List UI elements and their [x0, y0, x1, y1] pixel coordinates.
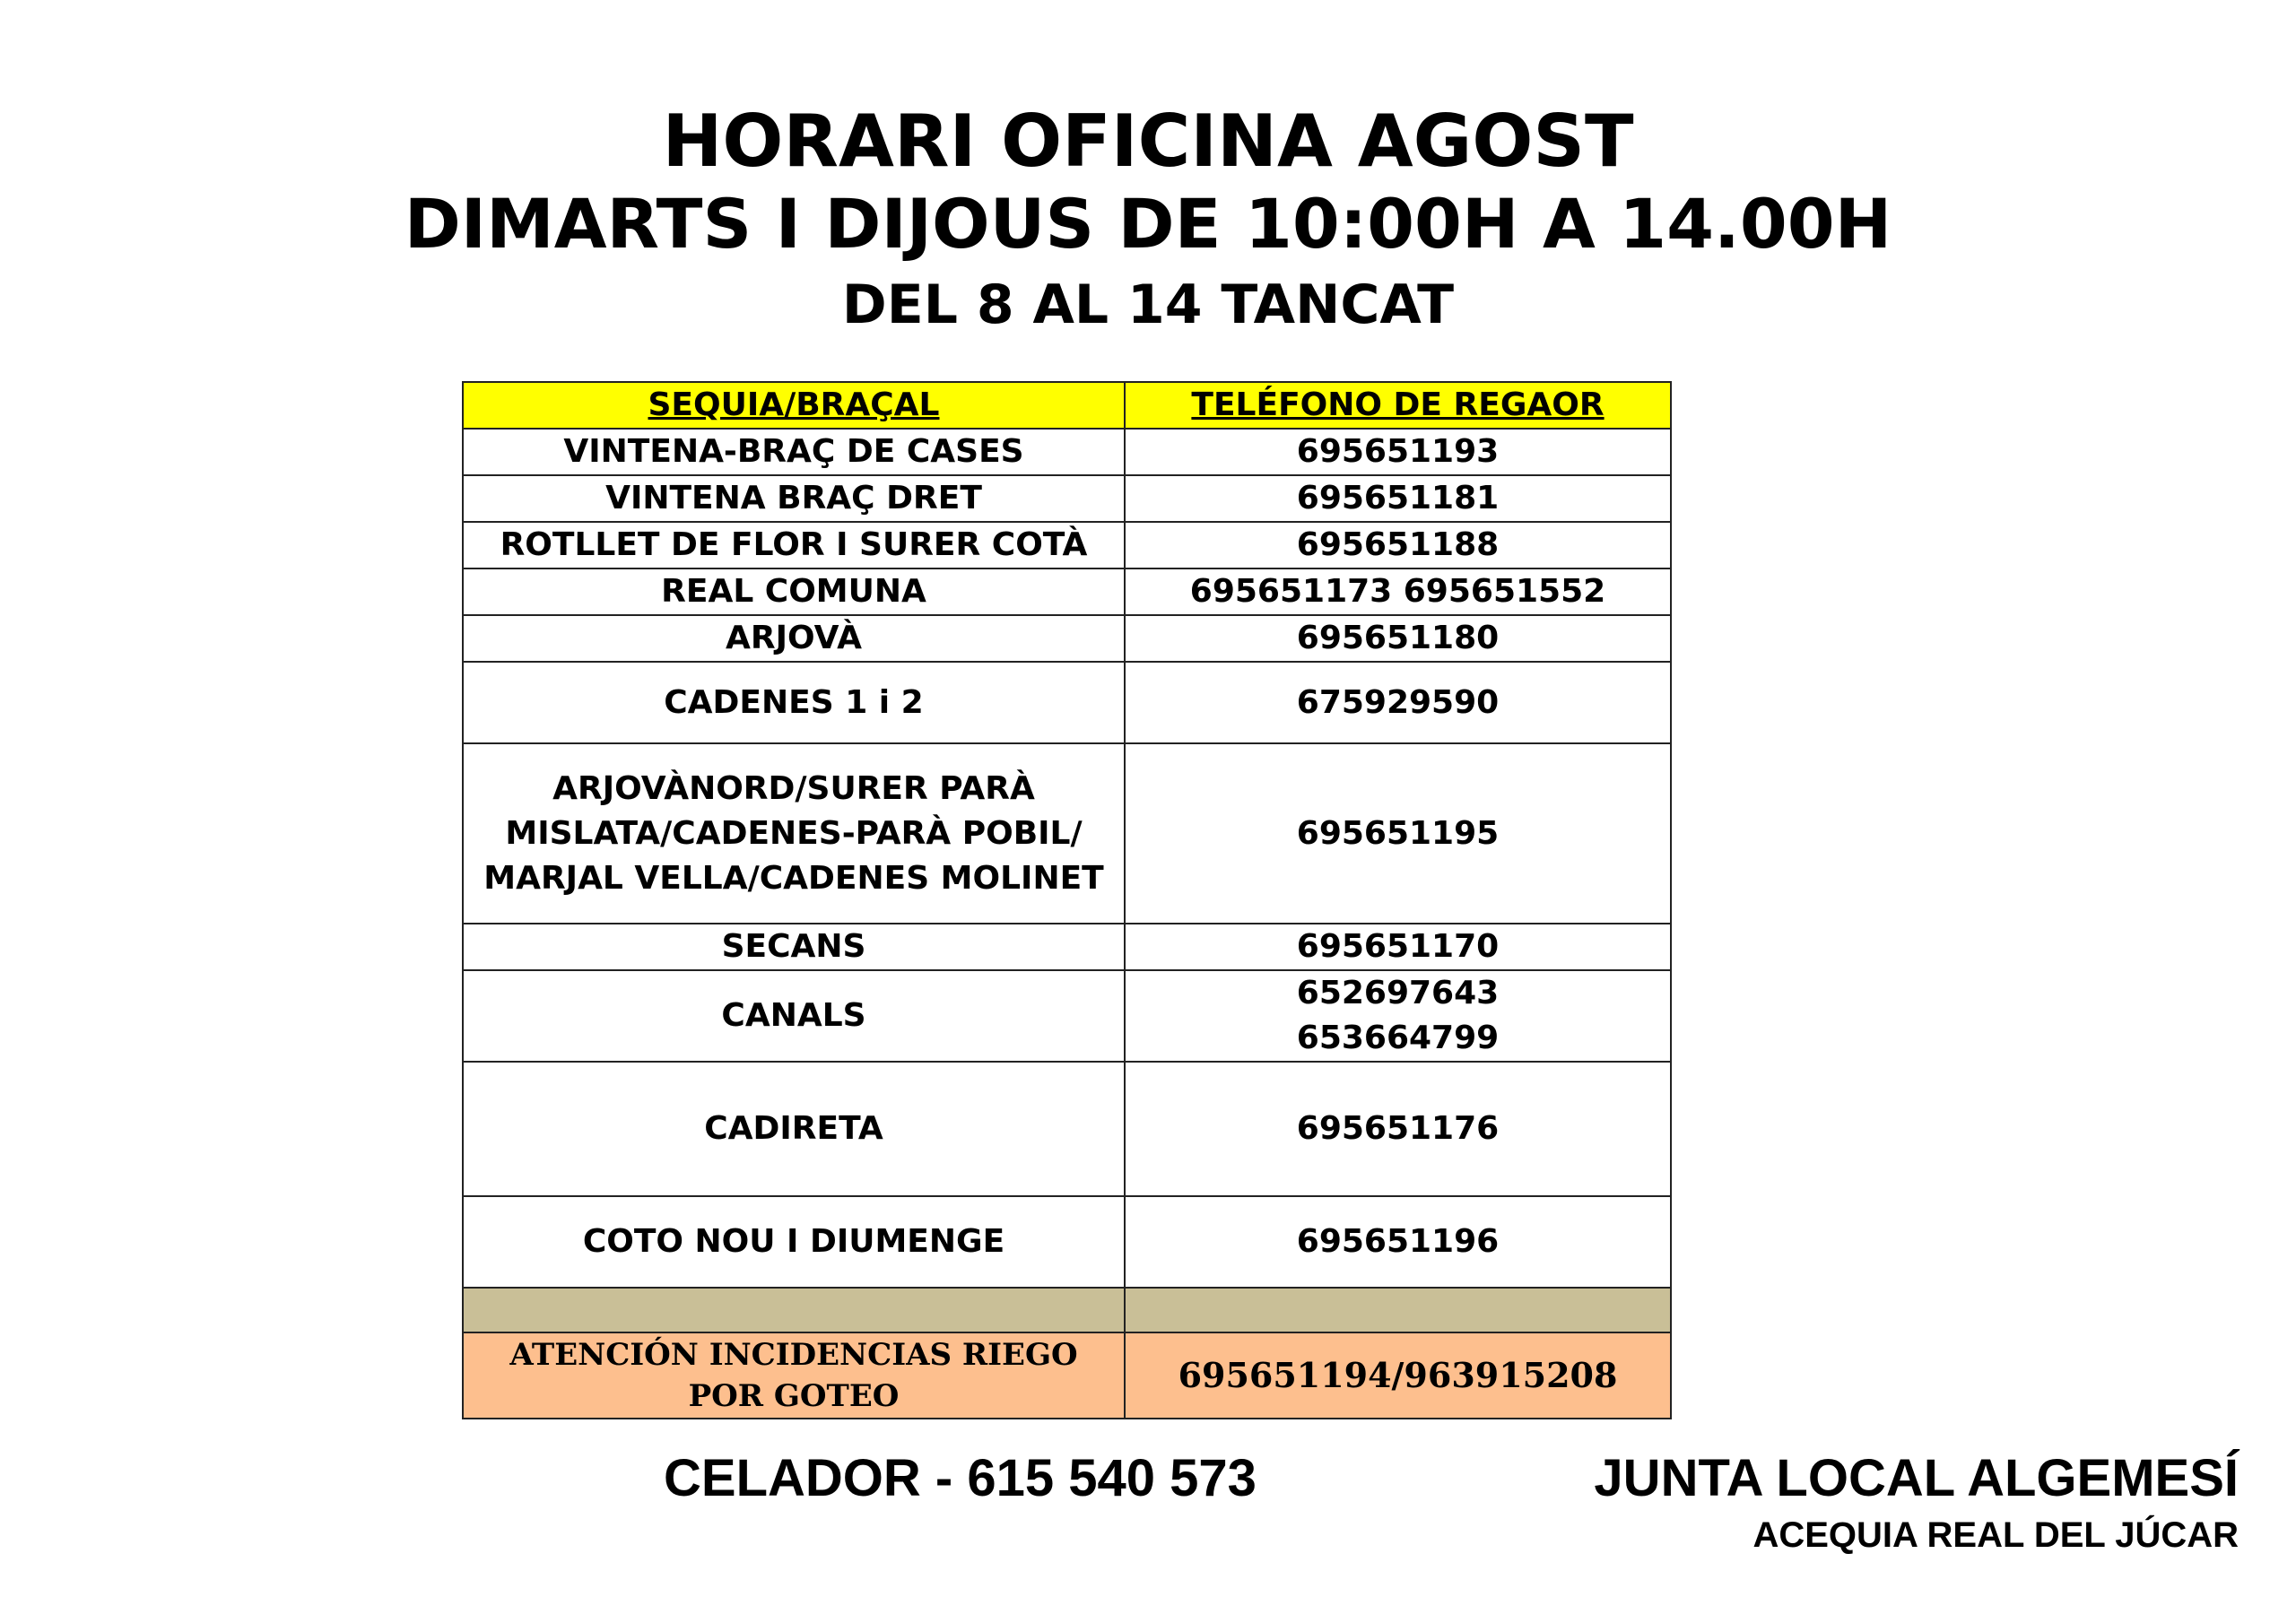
goteo-phone: 695651194/963915208: [1125, 1332, 1671, 1419]
table-row: [463, 429, 1671, 475]
row-name: CADIRETA: [463, 1062, 1125, 1196]
column-header-sequia: SEQUIA/BRAÇAL: [463, 382, 1125, 429]
separator-row: [463, 1288, 1671, 1332]
table-row: [463, 1062, 1671, 1196]
row-phone: 695651181: [1125, 475, 1671, 522]
celador-contact: CELADOR - 615 540 573: [664, 1449, 1257, 1507]
page-title: HORARI OFICINA AGOST: [662, 100, 1634, 183]
table-row: [463, 924, 1671, 970]
table-row: [463, 615, 1671, 662]
row-name: ARJOVÀ: [463, 615, 1125, 662]
table-row: [463, 1196, 1671, 1288]
table-row: [463, 662, 1671, 743]
row-phone: 695651176: [1125, 1062, 1671, 1196]
contacts-table: [462, 381, 1672, 1419]
table-row: [463, 970, 1671, 1062]
organization-name: JUNTA LOCAL ALGEMESÍ: [1594, 1449, 2239, 1507]
separator-cell: [1125, 1288, 1671, 1332]
table-row: [463, 475, 1671, 522]
row-phone: 695651173 695651552: [1125, 568, 1671, 615]
row-phone: 695651195: [1125, 743, 1671, 924]
row-name: SECANS: [463, 924, 1125, 970]
row-name: COTO NOU I DIUMENGE: [463, 1196, 1125, 1288]
row-phone: 695651170: [1125, 924, 1671, 970]
closed-dates: DEL 8 AL 14 TANCAT: [841, 273, 1455, 336]
table-header-row: [463, 382, 1671, 429]
row-name: CADENES 1 i 2: [463, 662, 1125, 743]
table-row: [463, 522, 1671, 568]
separator-cell: [463, 1288, 1125, 1332]
row-phone: 652697643 653664799: [1125, 970, 1671, 1062]
column-header-telefono: TELÉFONO DE REGAOR: [1125, 382, 1671, 429]
row-phone: 695651193: [1125, 429, 1671, 475]
row-name: VINTENA BRAÇ DRET: [463, 475, 1125, 522]
office-hours: DIMARTS I DIJOUS DE 10:00H A 14.00H: [404, 184, 1892, 264]
row-phone: 695651196: [1125, 1196, 1671, 1288]
row-phone: 675929590: [1125, 662, 1671, 743]
table-row: [463, 568, 1671, 615]
goteo-label: ATENCIÓN INCIDENCIAS RIEGO POR GOTEO: [463, 1332, 1125, 1419]
goteo-row: [463, 1332, 1671, 1419]
row-phone: 695651180: [1125, 615, 1671, 662]
organization-subtitle: ACEQUIA REAL DEL JÚCAR: [1752, 1515, 2239, 1555]
row-name: REAL COMUNA: [463, 568, 1125, 615]
row-phone: 695651188: [1125, 522, 1671, 568]
row-name: CANALS: [463, 970, 1125, 1062]
table-row: [463, 743, 1671, 924]
row-name: ARJOVÀNORD/SURER PARÀ MISLATA/CADENES-PARÀ POBIL/ MARJAL VELLA/CADENES MOLINET: [463, 743, 1125, 924]
row-name: VINTENA-BRAÇ DE CASES: [463, 429, 1125, 475]
row-name: ROTLLET DE FLOR I SURER COTÀ: [463, 522, 1125, 568]
